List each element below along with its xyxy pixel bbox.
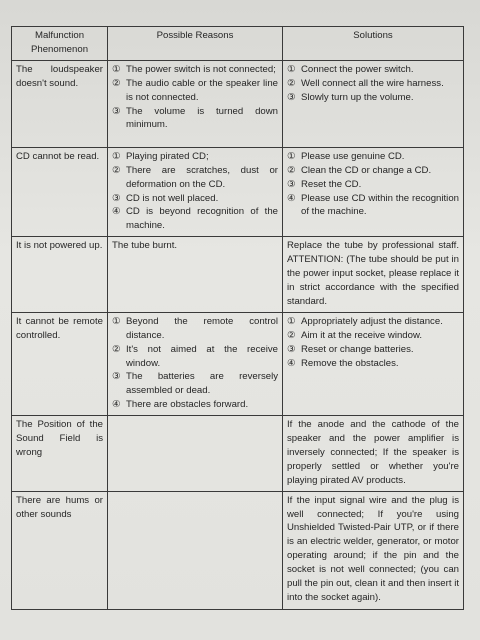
malfunction-cell: [12, 491, 108, 609]
reason-item: [112, 205, 278, 233]
solution-item: [287, 150, 459, 164]
reasons-cell: [108, 312, 283, 415]
header-malfunction-line2: Phenomenon: [30, 43, 89, 55]
item-text: Clean the CD or change a CD.: [301, 164, 432, 176]
reason-item: [112, 370, 278, 398]
item-number: ③: [287, 343, 296, 355]
item-text: Please use genuine CD.: [301, 150, 405, 162]
malfunction-text: CD cannot be read.: [16, 150, 100, 162]
reason-item: [112, 398, 278, 412]
item-text: There are obstacles forward.: [126, 399, 249, 411]
item-number: ①: [112, 315, 121, 327]
item-text: Slowly turn up the volume.: [301, 91, 414, 103]
item-text: The volume is turned down minimum.: [126, 105, 278, 131]
reason-item: [112, 63, 278, 77]
malfunction-text: The Position of the Sound Field is wrong: [16, 419, 103, 458]
malfunction-cell: [12, 60, 108, 147]
header-malfunction: [12, 27, 108, 61]
table-row: [12, 416, 464, 492]
reason-item: [112, 192, 278, 206]
malfunction-text: It is not powered up.: [16, 240, 103, 252]
solution-text: If the anode and the cathode of the speaker and the power amplifier is inversely connected; If the speaker is properly settled or whether you're playing pirated AV products.: [287, 419, 459, 486]
item-text: Aim it at the receive window.: [301, 329, 423, 341]
item-number: ③: [287, 178, 296, 190]
solution-item: [287, 343, 459, 357]
reason-item: [112, 343, 278, 371]
solutions-cell: [283, 312, 464, 415]
table-row: [12, 60, 464, 147]
solution-item: [287, 329, 459, 343]
solution-item: [287, 357, 459, 371]
solutions-cell: [283, 491, 464, 609]
item-number: ④: [112, 206, 121, 218]
solution-item: [287, 77, 459, 91]
header-solutions: Solutions: [283, 27, 464, 61]
malfunction-text: There are hums or other sounds: [16, 494, 103, 520]
solution-text: If the input signal wire and the plug is well connected; If you're using Unshielded Twisted-Pair UTP, or if there is an electric welder, generator, or motor operating around; if the pin and the socket is not well connected; (you can pull the pin out, clean it and then insert it into the socket again).: [287, 494, 459, 603]
table-row: [12, 237, 464, 313]
header-reasons: Possible Reasons: [108, 27, 283, 61]
reasons-cell: [108, 60, 283, 147]
item-text: Playing pirated CD;: [126, 150, 209, 162]
item-text: The audio cable or the speaker line is not connected.: [126, 77, 278, 103]
item-text: There are scratches, dust or deformation on the CD.: [126, 164, 278, 190]
reason-item: [112, 150, 278, 164]
solutions-cell: [283, 60, 464, 147]
item-number: ②: [287, 164, 296, 176]
reasons-cell: [108, 416, 283, 492]
item-text: Reset or change batteries.: [301, 343, 414, 355]
malfunction-cell: [12, 416, 108, 492]
item-number: ②: [112, 164, 121, 176]
reasons-cell: [108, 237, 283, 313]
item-text: CD is beyond recognition of the machine.: [126, 206, 278, 232]
item-text: Beyond the remote control distance.: [126, 315, 278, 341]
table-row: [12, 147, 464, 236]
solutions-cell: [283, 416, 464, 492]
solutions-cell: [283, 237, 464, 313]
solution-item: [287, 164, 459, 178]
item-number: ①: [112, 63, 121, 75]
reason-item: [112, 315, 278, 343]
item-number: ④: [112, 399, 121, 411]
solution-item: [287, 315, 459, 329]
reasons-cell: [108, 491, 283, 609]
item-text: Connect the power switch.: [301, 63, 414, 75]
item-number: ④: [287, 192, 296, 204]
malfunction-cell: [12, 312, 108, 415]
item-number: ①: [112, 150, 121, 162]
solution-item: [287, 178, 459, 192]
solutions-cell: [283, 147, 464, 236]
header-malfunction-line1: Malfunction: [34, 30, 85, 41]
item-text: It's not aimed at the receive window.: [126, 343, 278, 369]
malfunction-cell: [12, 237, 108, 313]
item-text: Appropriately adjust the distance.: [301, 315, 443, 327]
item-number: ③: [112, 105, 121, 117]
item-number: ②: [287, 329, 296, 341]
table-row: [12, 491, 464, 609]
item-number: ①: [287, 63, 296, 75]
reason-item: [112, 164, 278, 192]
item-text: Well connect all the wire harness.: [301, 77, 444, 89]
item-text: Please use CD within the recognition of the machine.: [301, 192, 459, 218]
item-number: ④: [287, 357, 296, 369]
reason-text: The tube burnt.: [112, 240, 178, 252]
troubleshooting-table: [11, 26, 464, 610]
item-number: ①: [287, 315, 296, 327]
solution-item: [287, 91, 459, 105]
item-number: ②: [287, 77, 296, 89]
item-number: ③: [287, 91, 296, 103]
header-row: [12, 27, 464, 61]
item-number: ①: [287, 150, 296, 162]
item-text: Remove the obstacles.: [301, 357, 399, 369]
reason-item: [112, 77, 278, 105]
item-text: CD is not well placed.: [126, 192, 219, 204]
reasons-cell: [108, 147, 283, 236]
item-text: The batteries are reversely assembled or dead.: [126, 371, 278, 397]
table-row: [12, 312, 464, 415]
solution-item: [287, 192, 459, 220]
reason-item: [112, 105, 278, 133]
item-text: The power switch is not connected;: [126, 63, 276, 75]
malfunction-text: It cannot be remote controlled.: [16, 315, 103, 341]
item-number: ②: [112, 77, 121, 89]
solution-item: [287, 63, 459, 77]
item-text: Reset the CD.: [301, 178, 362, 190]
item-number: ③: [112, 192, 121, 204]
malfunction-text: The loudspeaker doesn't sound.: [16, 63, 103, 89]
malfunction-cell: [12, 147, 108, 236]
item-number: ②: [112, 343, 121, 355]
item-number: ③: [112, 371, 121, 383]
solution-text: Replace the tube by professional staff. ATTENTION: (The tube should be put in the power input socket, please replace it in strict accordance with the specified standard.: [287, 240, 459, 307]
